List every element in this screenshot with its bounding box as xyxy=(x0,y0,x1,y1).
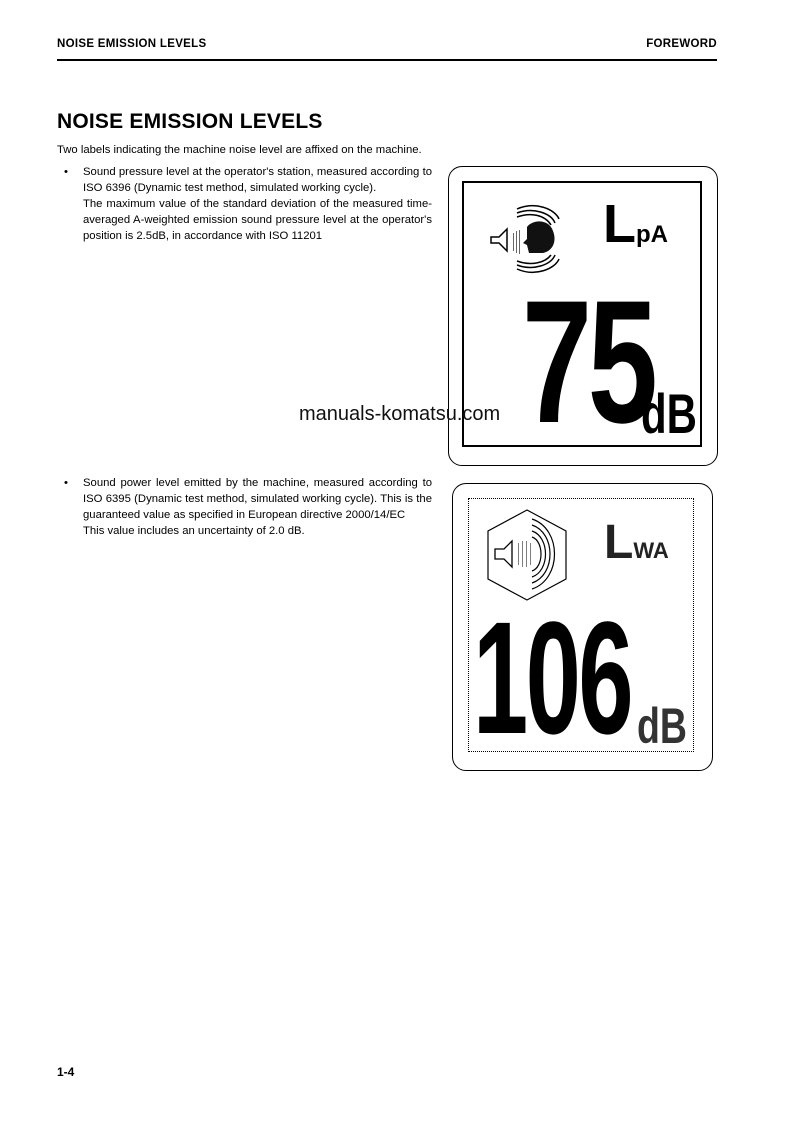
watermark: manuals-komatsu.com xyxy=(299,403,501,425)
header-chapter: FOREWORD xyxy=(646,38,717,50)
bullet-marker: • xyxy=(64,166,68,178)
quantity-symbol: LWA xyxy=(604,516,669,569)
noise-value: 75 xyxy=(522,265,654,460)
bullet-paragraph: Sound pressure level at the operator's station, measured according to ISO 6396 (Dynamic test method, simulated working cycle). xyxy=(83,166,432,194)
noise-unit: dB xyxy=(641,382,697,445)
header-section: NOISE EMISSION LEVELS xyxy=(57,38,207,50)
noise-value: 106 xyxy=(473,588,632,767)
bullet-paragraph: Sound power level emitted by the machine, measured according to ISO 6395 (Dynamic test method, simulated working cycle). This is the guaranteed value as specified in European directive 2000/14/EC xyxy=(83,477,432,521)
label-frame xyxy=(468,498,694,767)
bullet-paragraph: This value includes an uncertainty of 2.0 dB. xyxy=(83,525,305,537)
intro-text: Two labels indicating the machine noise level are affixed on the machine. xyxy=(57,144,422,156)
bullet-sound-pressure xyxy=(64,164,432,244)
page-header xyxy=(57,37,717,61)
quantity-symbol: LpA xyxy=(603,194,668,254)
page-title: NOISE EMISSION LEVELS xyxy=(57,110,323,133)
page-number: 1-4 xyxy=(57,1065,75,1079)
bullet-sound-power xyxy=(64,475,432,539)
bullet-paragraph: The maximum value of the standard deviation of the measured time-averaged A-weighted emission sound pressure level at the operator's position is 2.5dB, in accordance with ISO 11201 xyxy=(83,198,432,242)
noise-label-lwa xyxy=(452,483,713,771)
noise-unit: dB xyxy=(637,698,687,754)
bullet-marker: • xyxy=(64,477,68,489)
